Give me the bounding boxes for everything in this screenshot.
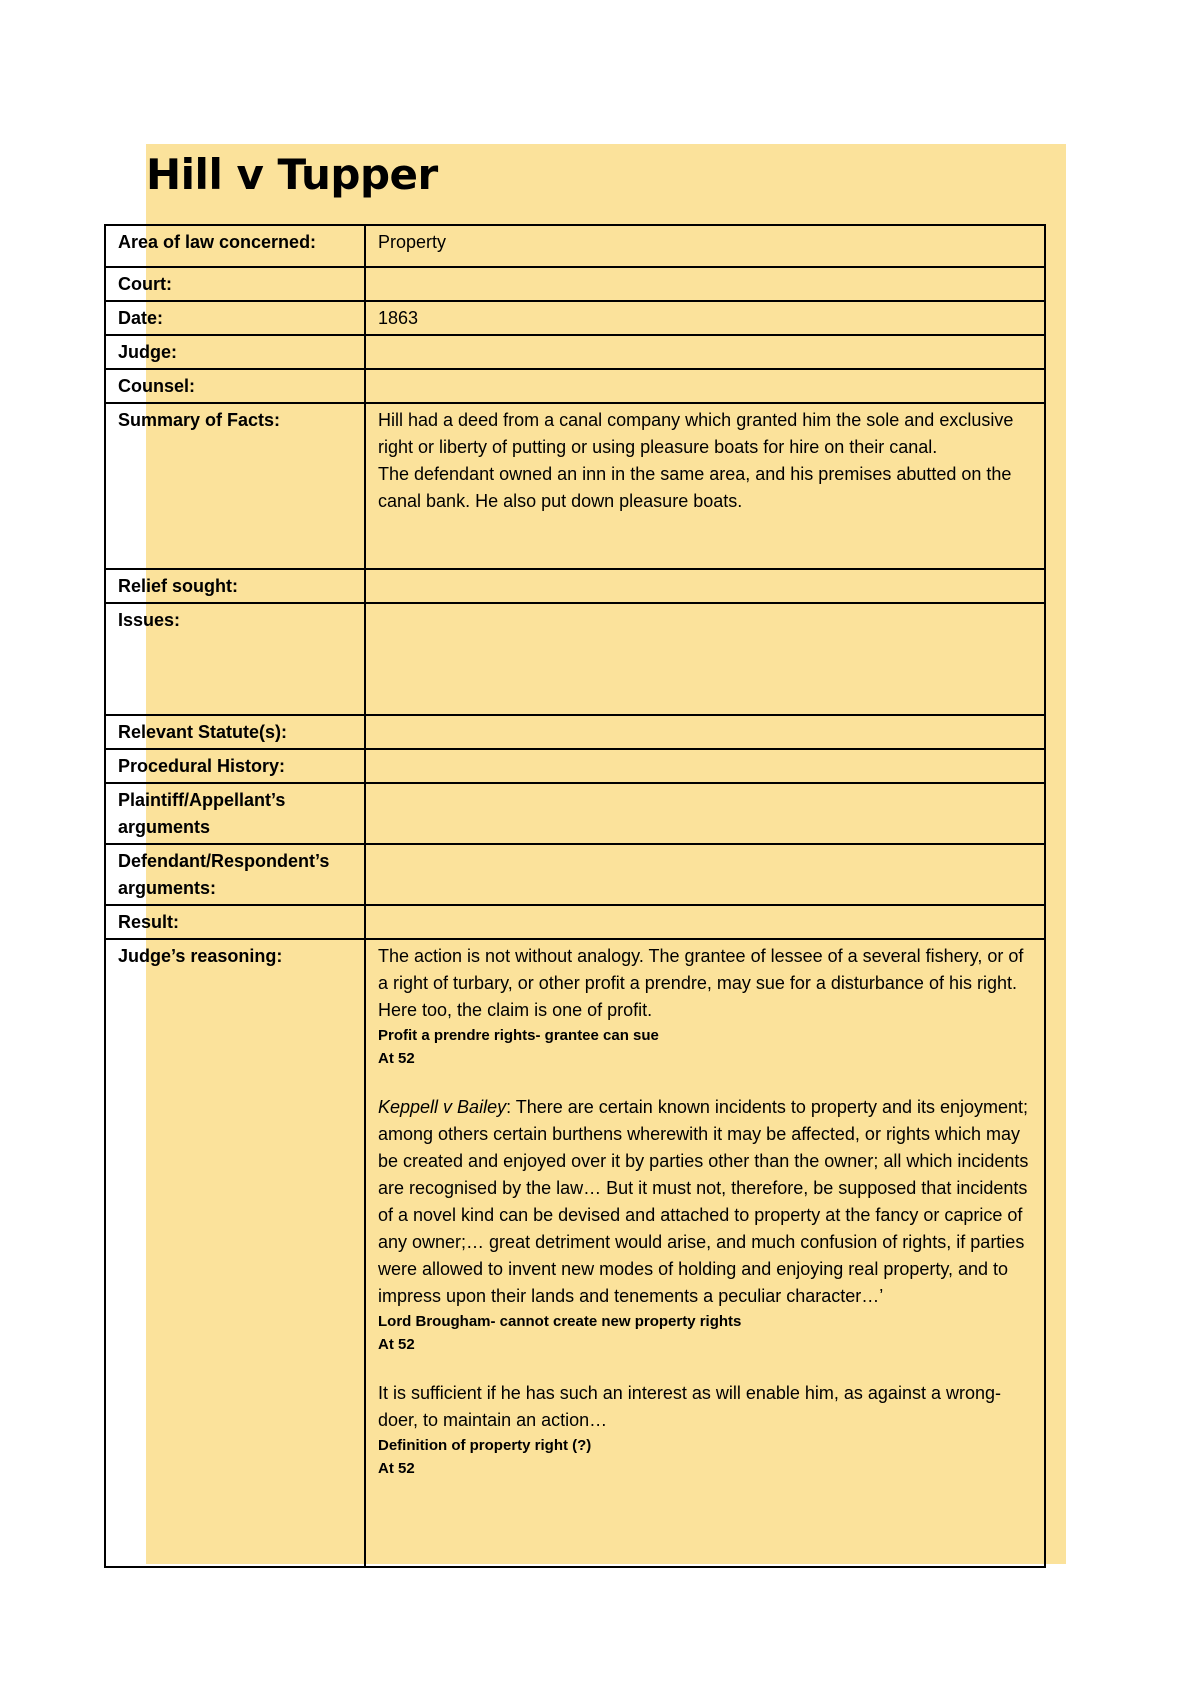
reasoning-paragraph: It is sufficient if he has such an interest as will enable him, as against a wrong-doer, to maintain an action… <box>378 1383 1001 1430</box>
table-row <box>105 569 1045 603</box>
row-label-issues: Issues: <box>105 603 365 715</box>
table-row <box>105 905 1045 939</box>
row-value-court <box>365 267 1045 301</box>
row-value-relief <box>365 569 1045 603</box>
row-value-counsel <box>365 369 1045 403</box>
row-label-statutes: Relevant Statute(s): <box>105 715 365 749</box>
row-value-reasoning <box>365 939 1045 1567</box>
page-title: Hill v Tupper <box>146 150 438 199</box>
case-name: Keppell v Bailey <box>378 1097 507 1117</box>
row-value-plaintiff-arguments <box>365 783 1045 844</box>
facts-paragraph: The defendant owned an inn in the same area, and his premises abutted on the canal bank. He also put down pleasure boats. <box>378 464 1012 511</box>
row-label-result: Result: <box>105 905 365 939</box>
table-row <box>105 225 1045 267</box>
reasoning-quote <box>378 1094 1034 1310</box>
row-value-procedural-history <box>365 749 1045 783</box>
row-value-defendant-arguments <box>365 844 1045 905</box>
table-row <box>105 603 1045 715</box>
row-value-date: 1863 <box>365 301 1045 335</box>
table-row <box>105 715 1045 749</box>
reasoning-quote-text: : There are certain known incidents to property and its enjoyment; among others certain burthens wherewith it may be affected, or rights which may be created and enjoyed over it by parties other than the owner; all which incidents are recognised by the law… But it must not, therefore, be supposed that incidents of a novel kind can be devised and attached to property at the fancy or caprice of any owner;… great detriment would arise, and much confusion of rights, if parties were allowed to invent new modes of holding and enjoying real property, and to impress upon their lands and tenements a peculiar character…’ <box>378 1097 1029 1306</box>
reasoning-citation: At 52 <box>378 1336 415 1353</box>
table-row <box>105 301 1045 335</box>
row-value-result <box>365 905 1045 939</box>
row-label-procedural-history: Procedural History: <box>105 749 365 783</box>
table-row <box>105 749 1045 783</box>
table-row <box>105 267 1045 301</box>
row-value-statutes <box>365 715 1045 749</box>
row-value-facts <box>365 403 1045 569</box>
case-brief-table <box>104 224 1046 1568</box>
spacer <box>378 1070 1034 1094</box>
row-label-court: Court: <box>105 267 365 301</box>
reasoning-citation: At 52 <box>378 1460 415 1477</box>
table-row <box>105 844 1045 905</box>
reasoning-note: Lord Brougham- cannot create new property rights <box>378 1313 742 1330</box>
row-label-area: Area of law concerned: <box>105 225 365 267</box>
row-label-defendant-arguments: Defendant/Respondent’s arguments: <box>105 844 365 905</box>
spacer <box>378 1356 1034 1380</box>
facts-paragraph: Hill had a deed from a canal company which granted him the sole and exclusive right or liberty of putting or using pleasure boats for hire on their canal. <box>378 410 1014 457</box>
row-label-date: Date: <box>105 301 365 335</box>
row-label-plaintiff-arguments: Plaintiff/Appellant’s arguments <box>105 783 365 844</box>
table-row <box>105 939 1045 1567</box>
table-row <box>105 783 1045 844</box>
row-value-issues <box>365 603 1045 715</box>
reasoning-note: Definition of property right (?) <box>378 1437 592 1454</box>
row-value-area: Property <box>365 225 1045 267</box>
row-label-facts: Summary of Facts: <box>105 403 365 569</box>
reasoning-note: Profit a prendre rights- grantee can sue <box>378 1027 659 1044</box>
row-label-judge: Judge: <box>105 335 365 369</box>
row-value-judge <box>365 335 1045 369</box>
table-row <box>105 369 1045 403</box>
row-label-relief: Relief sought: <box>105 569 365 603</box>
reasoning-paragraph: The action is not without analogy. The grantee of lessee of a several fishery, or of a right of turbary, or other profit a prendre, may sue for a disturbance of his right. Here too, the claim is one of profit. <box>378 946 1024 1020</box>
table-row <box>105 335 1045 369</box>
table-row <box>105 403 1045 569</box>
row-label-reasoning: Judge’s reasoning: <box>105 939 365 1567</box>
row-label-counsel: Counsel: <box>105 369 365 403</box>
reasoning-citation: At 52 <box>378 1050 415 1067</box>
